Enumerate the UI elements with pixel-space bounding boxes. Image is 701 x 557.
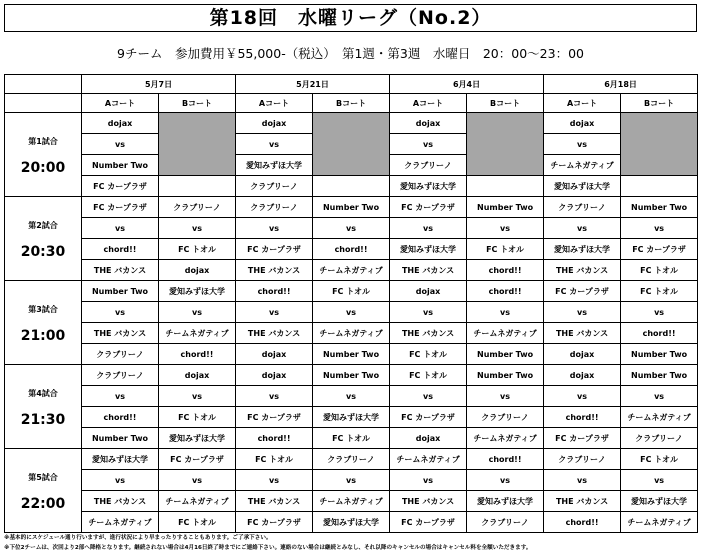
schedule-table (4, 74, 698, 533)
date-header: 5月21日 (236, 75, 390, 94)
referee-team: dojax (236, 344, 313, 365)
court-header: Aコート (82, 94, 159, 113)
referee-team: FC トオル (621, 260, 698, 281)
team-name: dojax (544, 365, 621, 386)
referee-team: dojax (159, 260, 236, 281)
team-name: Number Two (467, 365, 544, 386)
team-name: FC カープラザ (82, 197, 159, 218)
team-name: THE バカンス (390, 491, 467, 512)
referee-team: チームネガティブ (467, 428, 544, 449)
team-name: FC トオル (159, 407, 236, 428)
team-name: Number Two (313, 197, 390, 218)
game-label (5, 365, 82, 449)
referee-team: chord!! (236, 428, 313, 449)
referee-team: dojax (390, 428, 467, 449)
vs-label: vs (621, 218, 698, 239)
vs-label: vs (236, 218, 313, 239)
date-header: 6月4日 (390, 75, 544, 94)
team-name: チームネガティブ (313, 323, 390, 344)
vs-label: vs (82, 302, 159, 323)
corner-cell (5, 94, 82, 113)
game-label (5, 113, 82, 197)
footnote: ※基本的にスケジュール通り行いますが、進行状況により早まったりすることもあります。ご了承下さい。 (4, 535, 272, 541)
referee-team: THE バカンス (544, 260, 621, 281)
vs-label: vs (467, 218, 544, 239)
footnote: ※下位2チームは、次回より2部へ降格となります。継続されない場合は4月16日終了時までにご連絡下さい。連絡のない場合は継続とみなし、それ以降のキャンセルの場合はキャンセル料を全額いただきます。 (4, 545, 532, 551)
footnotes (4, 533, 697, 553)
team-name: dojax (390, 281, 467, 302)
vs-label: vs (236, 386, 313, 407)
referee-team: Number Two (621, 344, 698, 365)
team-name: Number Two (621, 365, 698, 386)
empty-cell (159, 176, 236, 197)
team-name: FC トオル (313, 281, 390, 302)
team-name: Number Two (313, 365, 390, 386)
team-name: クラブリーノ (159, 197, 236, 218)
game-name: 第4試合 (28, 388, 58, 398)
empty-cell (313, 176, 390, 197)
team-name: Number Two (82, 281, 159, 302)
team-name: FC カープラザ (236, 239, 313, 260)
vs-label: vs (313, 302, 390, 323)
vs-label: vs (313, 470, 390, 491)
referee-team: チームネガティブ (313, 260, 390, 281)
team-name: THE バカンス (82, 323, 159, 344)
team-name: THE バカンス (390, 323, 467, 344)
court-header: Aコート (236, 94, 313, 113)
team-name: chord!! (82, 239, 159, 260)
vs-label: vs (313, 386, 390, 407)
vs-label: vs (467, 470, 544, 491)
team-name: 愛知みずほ大学 (82, 449, 159, 470)
team-name: クラブリーノ (313, 449, 390, 470)
team-name: FC カープラザ (390, 197, 467, 218)
referee-team: チームネガティブ (82, 512, 159, 533)
team-name: THE バカンス (82, 491, 159, 512)
referee-team: チームネガティブ (621, 512, 698, 533)
vs-label: vs (544, 218, 621, 239)
game-time: 22:00 (20, 495, 66, 512)
vs-label: vs (544, 386, 621, 407)
vs-label: vs (82, 386, 159, 407)
team-name: FC カープラザ (621, 239, 698, 260)
court-header: Bコート (313, 94, 390, 113)
vs-label: vs (159, 218, 236, 239)
team-name: dojax (82, 113, 159, 134)
court-header: Bコート (621, 94, 698, 113)
vs-label: vs (313, 218, 390, 239)
no-match-cell (467, 113, 544, 176)
game-time: 20:00 (20, 159, 66, 176)
team-name: クラブリーノ (467, 407, 544, 428)
team-name: チームネガティブ (159, 491, 236, 512)
referee-team: THE バカンス (236, 260, 313, 281)
team-name: THE バカンス (236, 323, 313, 344)
referee-team: クラブリーノ (467, 512, 544, 533)
empty-cell (621, 176, 698, 197)
team-name: クラブリーノ (544, 449, 621, 470)
team-name: チームネガティブ (544, 155, 621, 176)
vs-label: vs (82, 470, 159, 491)
team-name: Number Two (467, 197, 544, 218)
vs-label: vs (467, 302, 544, 323)
game-label (5, 197, 82, 281)
game-label (5, 281, 82, 365)
team-name: THE バカンス (544, 323, 621, 344)
corner-cell (5, 75, 82, 94)
no-match-cell (313, 113, 390, 176)
vs-label: vs (159, 386, 236, 407)
referee-team: chord!! (544, 512, 621, 533)
referee-team: FC トオル (390, 344, 467, 365)
page-title: 第18回 水曜リーグ（No.2） (4, 4, 697, 32)
game-time: 20:30 (20, 243, 66, 260)
referee-team: 愛知みずほ大学 (544, 176, 621, 197)
team-name: dojax (236, 365, 313, 386)
team-name: dojax (390, 113, 467, 134)
team-name: FC カープラザ (236, 407, 313, 428)
vs-label: vs (390, 470, 467, 491)
referee-team: FC カープラザ (236, 512, 313, 533)
vs-label: vs (621, 302, 698, 323)
vs-label: vs (390, 218, 467, 239)
referee-team: dojax (544, 344, 621, 365)
team-name: chord!! (313, 239, 390, 260)
team-name: クラブリーノ (82, 365, 159, 386)
referee-team: 愛知みずほ大学 (159, 428, 236, 449)
team-name: 愛知みずほ大学 (236, 155, 313, 176)
referee-team: 愛知みずほ大学 (390, 176, 467, 197)
referee-team: chord!! (467, 260, 544, 281)
team-name: FC カープラザ (390, 407, 467, 428)
team-name: チームネガティブ (390, 449, 467, 470)
date-header: 6月18日 (544, 75, 698, 94)
referee-team: クラブリーノ (82, 344, 159, 365)
vs-label: vs (390, 134, 467, 155)
team-name: THE バカンス (236, 491, 313, 512)
team-name: dojax (236, 113, 313, 134)
game-name: 第3試合 (28, 304, 58, 314)
team-name: Number Two (621, 197, 698, 218)
vs-label: vs (236, 302, 313, 323)
vs-label: vs (159, 470, 236, 491)
team-name: FC トオル (467, 239, 544, 260)
team-name: チームネガティブ (313, 491, 390, 512)
referee-team: Number Two (313, 344, 390, 365)
team-name: 愛知みずほ大学 (390, 239, 467, 260)
game-label (5, 449, 82, 533)
team-name: dojax (544, 113, 621, 134)
game-name: 第2試合 (28, 220, 58, 230)
team-name: FC トオル (621, 281, 698, 302)
team-name: クラブリーノ (390, 155, 467, 176)
team-name: chord!! (236, 281, 313, 302)
team-name: 愛知みずほ大学 (313, 407, 390, 428)
vs-label: vs (236, 134, 313, 155)
court-header: Bコート (467, 94, 544, 113)
vs-label: vs (544, 470, 621, 491)
referee-team: 愛知みずほ大学 (313, 512, 390, 533)
game-time: 21:30 (20, 411, 66, 428)
team-name: チームネガティブ (467, 323, 544, 344)
team-name: chord!! (467, 281, 544, 302)
referee-team: THE バカンス (82, 260, 159, 281)
team-name: 愛知みずほ大学 (467, 491, 544, 512)
vs-label: vs (82, 134, 159, 155)
team-name: THE バカンス (544, 491, 621, 512)
vs-label: vs (236, 470, 313, 491)
vs-label: vs (544, 134, 621, 155)
league-info: 9チーム 参加費用￥55,000-（税込） 第1週・第3週 水曜日 20：00〜23：00 (117, 46, 584, 61)
court-header: Bコート (159, 94, 236, 113)
game-name: 第5試合 (28, 472, 58, 482)
no-match-cell (621, 113, 698, 176)
team-name: Number Two (82, 155, 159, 176)
referee-team: FC カープラザ (544, 428, 621, 449)
team-name: FC トオル (159, 239, 236, 260)
vs-label: vs (621, 470, 698, 491)
empty-cell (467, 176, 544, 197)
court-header: Aコート (390, 94, 467, 113)
team-name: FC トオル (390, 365, 467, 386)
team-name: chord!! (467, 449, 544, 470)
team-name: 愛知みずほ大学 (621, 491, 698, 512)
team-name: チームネガティブ (159, 323, 236, 344)
date-header: 5月7日 (82, 75, 236, 94)
team-name: 愛知みずほ大学 (159, 281, 236, 302)
team-name: chord!! (82, 407, 159, 428)
vs-label: vs (544, 302, 621, 323)
team-name: FC カープラザ (544, 281, 621, 302)
vs-label: vs (159, 302, 236, 323)
team-name: 愛知みずほ大学 (544, 239, 621, 260)
vs-label: vs (390, 386, 467, 407)
referee-team: chord!! (159, 344, 236, 365)
game-name: 第1試合 (28, 136, 58, 146)
vs-label: vs (82, 218, 159, 239)
team-name: クラブリーノ (544, 197, 621, 218)
referee-team: Number Two (467, 344, 544, 365)
referee-team: FC トオル (313, 428, 390, 449)
referee-team: クラブリーノ (236, 176, 313, 197)
court-header: Aコート (544, 94, 621, 113)
vs-label: vs (621, 386, 698, 407)
game-time: 21:00 (20, 327, 66, 344)
team-name: chord!! (544, 407, 621, 428)
referee-team: THE バカンス (390, 260, 467, 281)
team-name: chord!! (621, 323, 698, 344)
team-name: FC トオル (621, 449, 698, 470)
referee-team: クラブリーノ (621, 428, 698, 449)
referee-team: FC トオル (159, 512, 236, 533)
vs-label: vs (467, 386, 544, 407)
team-name: FC トオル (236, 449, 313, 470)
referee-team: FC カープラザ (390, 512, 467, 533)
team-name: チームネガティブ (621, 407, 698, 428)
referee-team: FC カープラザ (82, 176, 159, 197)
no-match-cell (159, 113, 236, 176)
referee-team: Number Two (82, 428, 159, 449)
vs-label: vs (390, 302, 467, 323)
team-name: FC カープラザ (159, 449, 236, 470)
team-name: クラブリーノ (236, 197, 313, 218)
team-name: dojax (159, 365, 236, 386)
